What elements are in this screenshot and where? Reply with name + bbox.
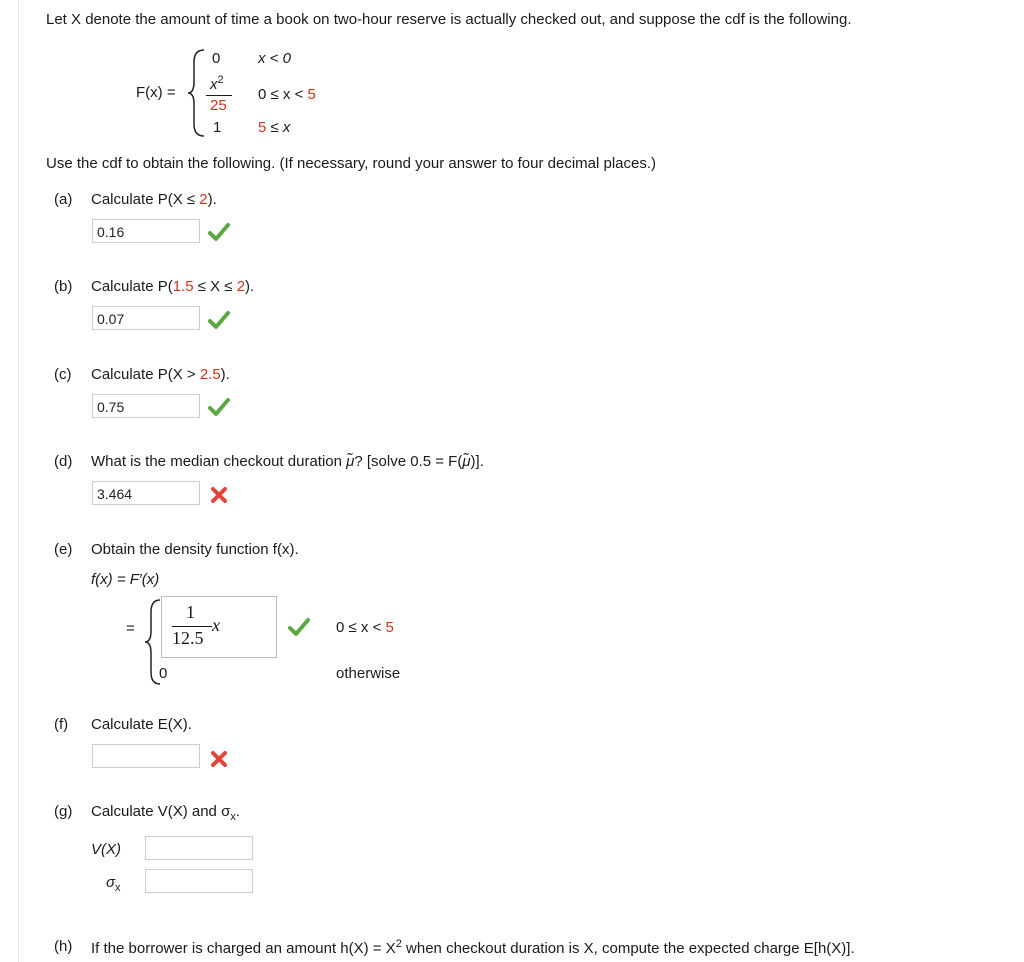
cdf-row2-denominator: 25 — [210, 97, 227, 114]
variance-label: V(X) — [91, 841, 121, 858]
part-c-question: Calculate P(X > 2.5). — [91, 366, 230, 383]
density-row2-value: 0 — [159, 665, 168, 682]
cdf-row2-numerator: $x^2$ — [210, 74, 224, 93]
cdf-lhs: F(x) = — [136, 84, 176, 101]
cross-icon — [210, 750, 228, 768]
part-c-answer-input[interactable]: 0.75 — [92, 394, 200, 418]
part-f-answer-input[interactable] — [92, 744, 200, 768]
part-a-answer-input[interactable]: 0.16 — [92, 219, 200, 243]
cross-icon — [210, 486, 228, 504]
density-frac-numerator: 1 — [186, 602, 195, 622]
cdf-row3-value: 1 — [213, 119, 222, 136]
part-d-label: (d) — [54, 453, 73, 470]
part-d-answer-input[interactable]: 3.464 — [92, 481, 200, 505]
check-icon — [208, 310, 230, 330]
check-icon — [288, 617, 310, 637]
density-row2-condition: otherwise — [336, 665, 401, 682]
part-b-label: (b) — [54, 278, 73, 295]
part-h-label: (h) — [54, 938, 73, 955]
cdf-row2-condition: 0 ≤ x < 5 — [258, 86, 316, 103]
part-e-equals: = — [126, 620, 135, 637]
part-h-question: If the borrower is charged an amount $h(X) = X^2$ when checkout duration is X, compute the expected charge E[h(X)]. — [91, 938, 855, 957]
part-e-density-input[interactable] — [161, 596, 277, 658]
part-e-derivative: f(x) = F′(x) — [91, 571, 160, 588]
instructions: Use the cdf to obtain the following. (If necessary, round your answer to four decimal places.) — [46, 155, 657, 172]
cdf-left-brace — [186, 48, 208, 138]
check-icon — [208, 397, 230, 417]
left-border — [18, 0, 19, 962]
sigma-input[interactable] — [145, 869, 253, 893]
variance-input[interactable] — [145, 836, 253, 860]
density-frac-variable: x — [212, 615, 220, 635]
density-row1-condition: 0 ≤ x < 5 — [336, 619, 394, 636]
sigma-label: $\sigma_x$ — [106, 874, 121, 894]
part-c-label: (c) — [54, 366, 72, 383]
cdf-row1-condition: x < 0 — [258, 50, 291, 67]
intro-text: Let X denote the amount of time a book on two-hour reserve is actually checked out, and suppose the cdf is the following. — [46, 11, 852, 28]
part-e-question: Obtain the density function f(x). — [91, 541, 299, 558]
part-f-label: (f) — [54, 716, 69, 733]
part-g-question: Calculate V(X) and $\sigma_x$. — [91, 803, 240, 823]
part-b-question: Calculate P(1.5 ≤ X ≤ 2). — [91, 278, 255, 295]
check-icon — [208, 222, 230, 242]
part-a-label: (a) — [54, 191, 73, 208]
part-d-question: What is the median checkout duration μ̃? [solve 0.5 = F(μ̃)]. — [91, 453, 484, 470]
density-fraction-bar — [172, 626, 212, 627]
cdf-row3-condition: 5 ≤ x — [258, 119, 291, 136]
part-a-question: Calculate P(X ≤ 2). — [91, 191, 217, 208]
part-e-label: (e) — [54, 541, 73, 558]
part-g-label: (g) — [54, 803, 73, 820]
density-frac-denominator: 12.5 — [172, 628, 204, 648]
part-b-answer-input[interactable]: 0.07 — [92, 306, 200, 330]
cdf-row1-value: 0 — [212, 50, 221, 67]
cdf-fraction-bar — [206, 95, 232, 96]
part-f-question: Calculate E(X). — [91, 716, 192, 733]
